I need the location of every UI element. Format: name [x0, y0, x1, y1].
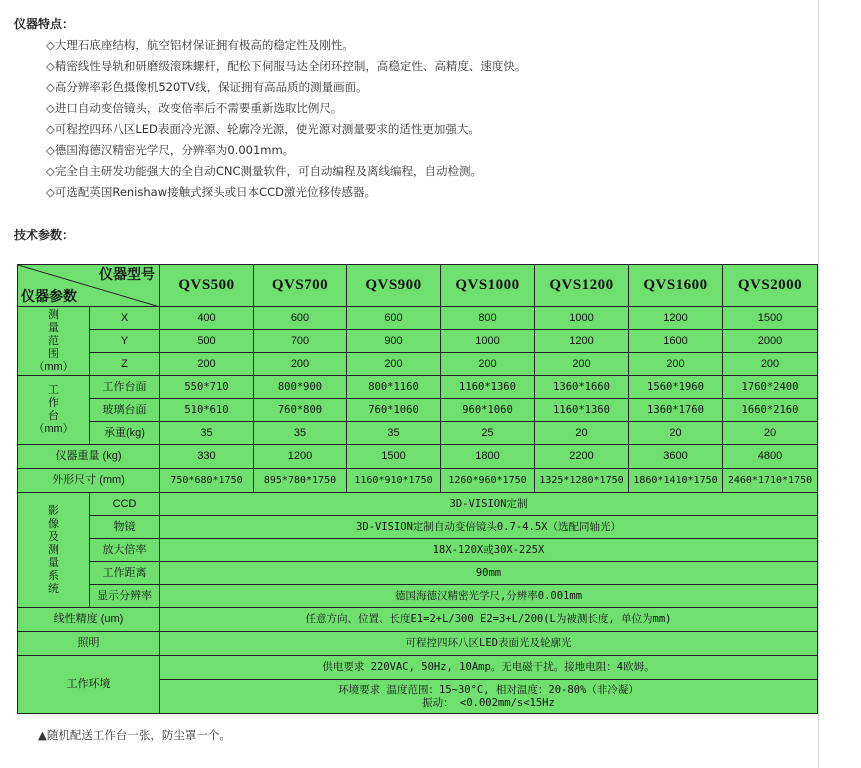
row-label: Y: [90, 330, 160, 353]
table-row: [18, 330, 818, 353]
range-group-label: 测 量 范 围 （mm）: [18, 307, 90, 376]
row-label: 外形尺寸 (mm): [18, 469, 160, 493]
cell: 1360*1760: [629, 399, 723, 422]
cell: 1160*1360: [441, 376, 535, 399]
cell: 760*800: [254, 399, 347, 422]
cell: 20: [723, 422, 818, 445]
model-header: QVS2000: [723, 265, 818, 307]
feature-item: ◇进口自动变倍镜头，改变倍率后不需要重新选取比例尺。: [46, 101, 343, 115]
model-header: QVS500: [160, 265, 254, 307]
table-header-row: [18, 265, 818, 307]
tech-title: 技术参数：: [14, 228, 75, 242]
cell: 1200: [254, 445, 347, 469]
feature-item: ◇完全自主研发功能强大的全自动CNC测量软件，可自动编程及离线编程，自动检测。: [46, 164, 483, 178]
cell: 35: [254, 422, 347, 445]
table-row: [18, 307, 818, 330]
cell: 500: [160, 330, 254, 353]
row-label: 工作环境: [18, 656, 160, 714]
cell: 800*1160: [347, 376, 441, 399]
feature-item: ◇可选配英国Renishaw接触式探头或日本CCD激光位移传感器。: [46, 185, 377, 199]
env-temp: 环境要求 温度范围：15~30°C, 相对温度：20-80%（非冷凝）: [338, 683, 639, 696]
header-diagonal-cell: [18, 265, 160, 307]
row-label: Z: [90, 353, 160, 376]
merged-cell: 18X-120X或30X-225X: [160, 539, 818, 562]
cell: 700: [254, 330, 347, 353]
cell: 200: [723, 353, 818, 376]
cell: 330: [160, 445, 254, 469]
row-label: X: [90, 307, 160, 330]
cell: 1160*910*1750: [347, 469, 441, 493]
spec-table: [17, 264, 818, 714]
row-label: 承重(kg): [90, 422, 160, 445]
cell: 1860*1410*1750: [629, 469, 723, 493]
cell: 2460*1710*1750: [723, 469, 818, 493]
table-row: [18, 445, 818, 469]
cell: 600: [254, 307, 347, 330]
merged-cell: 德国海德汉精密光学尺,分辨率0.001mm: [160, 585, 818, 608]
cell: 35: [160, 422, 254, 445]
table-group-label: 工 作 台 （mm）: [18, 376, 90, 445]
env-vibration: 振动： <0.002mm/s<15Hz: [422, 696, 555, 709]
cell: 1560*1960: [629, 376, 723, 399]
row-label: 物镜: [90, 516, 160, 539]
cell: 200: [441, 353, 535, 376]
cell: 510*610: [160, 399, 254, 422]
model-header: QVS700: [254, 265, 347, 307]
cell: 200: [160, 353, 254, 376]
cell: 2000: [723, 330, 818, 353]
model-header: QVS1200: [535, 265, 629, 307]
header-model-label: 仪器型号: [99, 266, 155, 282]
cell: 1000: [441, 330, 535, 353]
cell: 1200: [535, 330, 629, 353]
table-row: [18, 353, 818, 376]
header-param-label: 仪器参数: [21, 288, 77, 304]
cell: 960*1060: [441, 399, 535, 422]
cell: 200: [254, 353, 347, 376]
cell: 4800: [723, 445, 818, 469]
cell: 1660*2160: [723, 399, 818, 422]
table-row: [18, 399, 818, 422]
cell: 200: [347, 353, 441, 376]
table-row: [18, 562, 818, 585]
row-label: 玻璃台面: [90, 399, 160, 422]
row-label: CCD: [90, 493, 160, 516]
merged-cell: 3D-VISION定制: [160, 493, 818, 516]
cell: 35: [347, 422, 441, 445]
cell: 3600: [629, 445, 723, 469]
cell: 1360*1660: [535, 376, 629, 399]
cell: 1325*1280*1750: [535, 469, 629, 493]
cell: 200: [535, 353, 629, 376]
merged-cell: 可程控四环八区LED表面光及轮廓光: [160, 632, 818, 656]
table-row: [18, 656, 818, 680]
table-row: [18, 539, 818, 562]
model-header: QVS1000: [441, 265, 535, 307]
cell: 20: [535, 422, 629, 445]
imaging-group-label: 影 像 及 测 量 系 统: [18, 493, 90, 608]
feature-item: ◇精密线性导轨和研磨级滚珠螺杆，配松下伺服马达全闭环控制，高稳定性、高精度、速度快。: [46, 59, 527, 73]
env-power-cell: 供电要求 220VAC, 50Hz, 10Amp。无电磁干扰。接地电阻：4欧姆。: [160, 656, 818, 680]
cell: 1200: [629, 307, 723, 330]
cell: 600: [347, 307, 441, 330]
cell: 760*1060: [347, 399, 441, 422]
feature-item: ◇可程控四环八区LED表面冷光源、轮廓冷光源，使光源对测量要求的适性更加强大。: [46, 122, 480, 136]
table-row: [18, 422, 818, 445]
model-header: QVS1600: [629, 265, 723, 307]
table-row: [18, 493, 818, 516]
cell: 1000: [535, 307, 629, 330]
model-header: QVS900: [347, 265, 441, 307]
merged-cell: 3D-VISION定制自动变倍镜头0.7-4.5X（选配同轴光）: [160, 516, 818, 539]
feature-item: ◇大理石底座结构，航空铝材保证拥有极高的稳定性及刚性。: [46, 38, 354, 52]
cell: 1260*960*1750: [441, 469, 535, 493]
env-temp-cell: [160, 680, 818, 714]
row-label: 仪器重量 (kg): [18, 445, 160, 469]
cell: 1160*1360: [535, 399, 629, 422]
table-row: [18, 469, 818, 493]
cell: 800*900: [254, 376, 347, 399]
cell: 1600: [629, 330, 723, 353]
row-label: 显示分辨率: [90, 585, 160, 608]
cell: 400: [160, 307, 254, 330]
page-right-border: [818, 0, 819, 768]
table-row: [18, 516, 818, 539]
feature-item: ◇高分辨率彩色摄像机520TV线，保证拥有高品质的测量画面。: [46, 80, 368, 94]
feature-item: ◇德国海德汉精密光学尺，分辨率为0.001mm。: [46, 143, 295, 157]
cell: 2200: [535, 445, 629, 469]
merged-cell: 任意方向、位置、长度E1=2+L/300 E2=3+L/200(L为被测长度, 单位为mm): [160, 608, 818, 632]
table-row: [18, 608, 818, 632]
row-label: 放大倍率: [90, 539, 160, 562]
cell: 20: [629, 422, 723, 445]
table-row: [18, 376, 818, 399]
table-row: [18, 585, 818, 608]
cell: 1500: [347, 445, 441, 469]
row-label: 工作台面: [90, 376, 160, 399]
row-label: 线性精度 (um): [18, 608, 160, 632]
footnote: ▲随机配送工作台一张，防尘罩一个。: [38, 728, 231, 742]
cell: 25: [441, 422, 535, 445]
row-label: 照明: [18, 632, 160, 656]
features-title: 仪器特点：: [14, 17, 75, 31]
cell: 800: [441, 307, 535, 330]
cell: 1500: [723, 307, 818, 330]
cell: 750*680*1750: [160, 469, 254, 493]
table-row: [18, 632, 818, 656]
features-list: [46, 35, 526, 203]
merged-cell: 90mm: [160, 562, 818, 585]
cell: 1760*2400: [723, 376, 818, 399]
cell: 900: [347, 330, 441, 353]
cell: 895*780*1750: [254, 469, 347, 493]
cell: 200: [629, 353, 723, 376]
cell: 1800: [441, 445, 535, 469]
row-label: 工作距离: [90, 562, 160, 585]
cell: 550*710: [160, 376, 254, 399]
